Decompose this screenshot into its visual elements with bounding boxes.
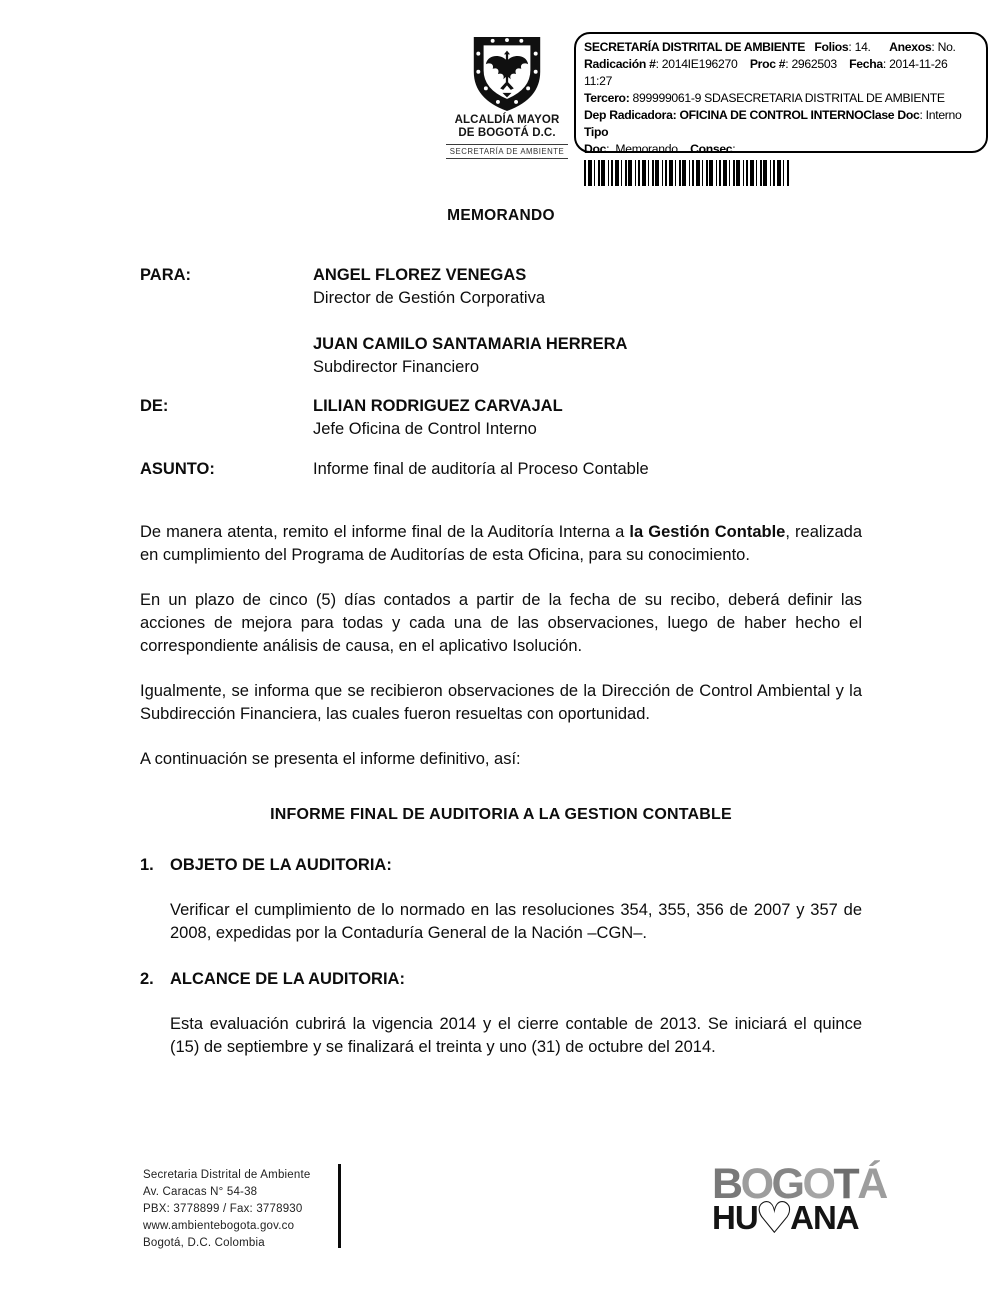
sender-role: Jefe Oficina de Control Interno <box>313 420 537 438</box>
memo-title: MEMORANDO <box>447 207 555 224</box>
alcaldia-logo <box>446 34 568 159</box>
field-asunto <box>140 458 862 481</box>
section-1-number: 1. <box>140 856 154 874</box>
barcode-icon <box>584 160 790 186</box>
humana-wordmark: HU♡ANA <box>712 1193 859 1244</box>
asunto-label: ASUNTO: <box>140 460 215 478</box>
logo-caption-line3: SECRETARÍA DE AMBIENTE <box>446 144 568 159</box>
sender-name: LILIAN RODRIGUEZ CARVAJAL <box>313 397 563 415</box>
field-de <box>140 395 862 441</box>
stamp-line-1: SECRETARÍA DISTRITAL DE AMBIENTE Folios: 14. Anexos: No. <box>584 40 956 54</box>
report-title: INFORME FINAL DE AUDITORIA A LA GESTION CONTABLE <box>270 806 732 823</box>
paragraph-1: De manera atenta, remito el informe final de la Auditoría Interna a la Gestión Contable, realizada en cumplimiento del Programa de Auditorías de esta Oficina, para su conocimiento. <box>140 523 862 564</box>
logo-caption-line1: ALCALDÍA MAYOR <box>454 114 560 126</box>
address-line: www.ambientebogota.gov.co <box>143 1220 295 1232</box>
recipient-name: ANGEL FLOREZ VENEGAS <box>313 266 527 284</box>
recipient-role: Subdirector Financiero <box>313 358 479 376</box>
para-recipient-2 <box>313 333 862 379</box>
address-line: PBX: 3778899 / Fax: 3778930 <box>143 1203 303 1215</box>
memo-body <box>140 204 862 1059</box>
heart-icon: ♡ <box>754 1193 794 1244</box>
paragraph-2: En un plazo de cinco (5) días contados a partir de la fecha de su recibo, deberá definir las acciones de mejora para todas y cada una de las observaciones, luego de haber hecho el correspondiente análisis de causa, en el aplicativo Isolución. <box>140 591 862 655</box>
bogota-coat-of-arms-icon <box>469 34 545 114</box>
asunto-value: Informe final de auditoría al Proceso Contable <box>313 460 649 478</box>
bogota-humana-logo <box>712 1160 892 1244</box>
stamp-line-4: Dep Radicadora: OFICINA DE CONTROL INTERNOClase Doc: Interno Tipo <box>584 108 965 139</box>
section-2-heading <box>140 968 862 991</box>
section-2-title: ALCANCE DE LA AUDITORIA: <box>170 970 405 988</box>
footer-vertical-divider <box>338 1164 341 1248</box>
paragraph-3: Igualmente, se informa que se recibieron observaciones de la Dirección de Control Ambiental y la Subdirección Financiera, las cuales fueron resueltas con oportunidad. <box>140 682 862 723</box>
paragraph-4: A continuación se presenta el informe definitivo, así: <box>140 750 521 768</box>
bogota-wordmark: BOGOTÁ <box>712 1160 886 1208</box>
de-label: DE: <box>140 397 169 415</box>
footer-address-block <box>143 1167 310 1252</box>
recipient-name: JUAN CAMILO SANTAMARIA HERRERA <box>313 335 628 353</box>
address-line: Bogotá, D.C. Colombia <box>143 1237 265 1249</box>
para-label: PARA: <box>140 266 192 284</box>
logo-caption-line2: DE BOGOTÁ D.C. <box>458 127 556 139</box>
section-1-heading <box>140 854 862 877</box>
section-2-body: Esta evaluación cubrirá la vigencia 2014 y el cierre contable de 2013. Se iniciará el quince (15) de septiembre y se finalizará el treinta y uno (31) de octubre del 2014. <box>170 1015 862 1056</box>
stamp-line-5: Doc: Memorando Consec: <box>584 142 736 156</box>
address-line: Av. Caracas N° 54-38 <box>143 1186 258 1198</box>
section-1-body: Verificar el cumplimiento de lo normado en las resoluciones 354, 355, 356 de 2007 y 357 de 2008, expedidas por la Contaduría General de la Nación –CGN–. <box>170 901 862 942</box>
stamp-line-2: Radicación #: 2014IE196270 Proc #: 2962503 Fecha: 2014-11-26 11:27 <box>584 57 951 88</box>
section-2-number: 2. <box>140 970 154 988</box>
stamp-line-3: Tercero: 899999061-9 SDASECRETARIA DISTRITAL DE AMBIENTE <box>584 91 945 105</box>
radicacion-stamp-box <box>574 32 988 156</box>
recipient-role: Director de Gestión Corporativa <box>313 289 546 307</box>
para-recipient-1 <box>313 264 862 310</box>
section-1-title: OBJETO DE LA AUDITORIA: <box>170 856 392 874</box>
address-line: Secretaria Distrital de Ambiente <box>143 1169 311 1181</box>
field-para <box>140 264 862 379</box>
